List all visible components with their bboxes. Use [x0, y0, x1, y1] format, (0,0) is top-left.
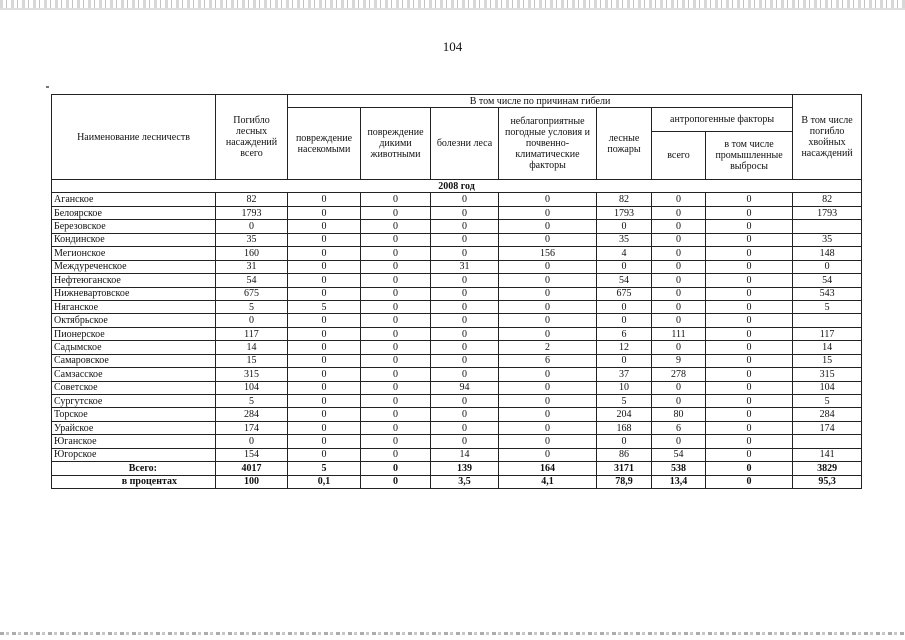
- table-cell: 0: [706, 368, 793, 381]
- header-total: Погибло лесных насаждений всего: [216, 95, 288, 180]
- table-row: [52, 408, 862, 421]
- table-cell: 0: [288, 206, 361, 219]
- table-cell: 0: [706, 421, 793, 434]
- table-cell: 0: [288, 368, 361, 381]
- table-row: [52, 381, 862, 394]
- table-cell: 6: [499, 354, 597, 367]
- table-cell: 168: [597, 421, 652, 434]
- table-cell: 9: [652, 354, 706, 367]
- scan-artifact-top: [0, 0, 905, 8]
- year-row: [52, 180, 862, 193]
- table-cell: 6: [652, 421, 706, 434]
- table-cell: 0: [499, 260, 597, 273]
- table-cell: 0: [288, 395, 361, 408]
- table-cell: 0: [499, 274, 597, 287]
- forestry-name: в процентах: [52, 475, 216, 488]
- table-row: [52, 220, 862, 233]
- table-cell: 0: [288, 193, 361, 206]
- table-cell: 0: [361, 300, 431, 313]
- table-cell: 0: [499, 193, 597, 206]
- forestry-name: Советское: [52, 381, 216, 394]
- table-cell: 0: [361, 287, 431, 300]
- table-cell: 675: [597, 287, 652, 300]
- table-cell: 0: [288, 435, 361, 448]
- table-cell: 14: [216, 341, 288, 354]
- table-cell: 0: [652, 314, 706, 327]
- table-cell: 0: [361, 368, 431, 381]
- table-cell: 13,4: [652, 475, 706, 488]
- table-cell: 278: [652, 368, 706, 381]
- table-cell: 0: [431, 220, 499, 233]
- table-cell: 0: [288, 274, 361, 287]
- header-insects: повреждение насекомыми: [288, 108, 361, 180]
- header-disease: болезни леса: [431, 108, 499, 180]
- scan-artifact-top-line: [0, 8, 905, 10]
- table-cell: 0: [652, 300, 706, 313]
- table-cell: 0: [597, 220, 652, 233]
- table-cell: 0: [706, 260, 793, 273]
- table-cell: 0: [431, 193, 499, 206]
- table-cell: 95,3: [793, 475, 862, 488]
- table-cell: 0: [652, 274, 706, 287]
- table-cell: 1793: [597, 206, 652, 219]
- forestry-name: Всего:: [52, 462, 216, 475]
- table-cell: 160: [216, 247, 288, 260]
- table-cell: 0: [652, 341, 706, 354]
- table-cell: 54: [216, 274, 288, 287]
- table-cell: 174: [793, 421, 862, 434]
- year-label: 2008 год: [52, 180, 862, 193]
- table-cell: 0: [288, 354, 361, 367]
- forest-loss-table: [51, 94, 862, 489]
- header-name: Наименование лесничеств: [52, 95, 216, 180]
- table-cell: 15: [793, 354, 862, 367]
- table-cell: 675: [216, 287, 288, 300]
- table-cell: 0: [499, 233, 597, 246]
- table-cell: 0: [361, 247, 431, 260]
- table-cell: 10: [597, 381, 652, 394]
- table-cell: 0: [706, 206, 793, 219]
- table-row: [52, 300, 862, 313]
- header-industrial: в том числе промышленные выбросы: [706, 132, 793, 180]
- table-cell: 4017: [216, 462, 288, 475]
- table-cell: 0: [361, 448, 431, 461]
- table-cell: 0: [361, 233, 431, 246]
- table-cell: 0: [431, 300, 499, 313]
- table-row: [52, 247, 862, 260]
- table-cell: 0: [288, 260, 361, 273]
- table-cell: 0: [706, 287, 793, 300]
- table-cell: 0: [499, 327, 597, 340]
- table-cell: 139: [431, 462, 499, 475]
- table-cell: 315: [216, 368, 288, 381]
- table-cell: 5: [288, 462, 361, 475]
- table-cell: 284: [793, 408, 862, 421]
- table-cell: 0: [706, 448, 793, 461]
- table-cell: 154: [216, 448, 288, 461]
- table-cell: 0,1: [288, 475, 361, 488]
- forestry-name: Аганское: [52, 193, 216, 206]
- table-cell: 0: [361, 260, 431, 273]
- table-cell: 0: [499, 408, 597, 421]
- table-cell: 3,5: [431, 475, 499, 488]
- table-cell: 0: [361, 274, 431, 287]
- table-cell: 82: [597, 193, 652, 206]
- page-number: 104: [442, 39, 463, 54]
- table-cell: 0: [361, 314, 431, 327]
- table-cell: [793, 435, 862, 448]
- table-cell: 0: [361, 462, 431, 475]
- table-cell: 0: [706, 327, 793, 340]
- table-cell: 104: [793, 381, 862, 394]
- table-cell: 0: [431, 368, 499, 381]
- table-cell: 0: [361, 327, 431, 340]
- table-cell: 35: [216, 233, 288, 246]
- forestry-name: Няганское: [52, 300, 216, 313]
- forestry-name: Кондинское: [52, 233, 216, 246]
- table-cell: 0: [499, 220, 597, 233]
- table-cell: 4,1: [499, 475, 597, 488]
- table-cell: 0: [597, 300, 652, 313]
- table-cell: 5: [216, 395, 288, 408]
- table-cell: 0: [431, 274, 499, 287]
- table-cell: 0: [597, 314, 652, 327]
- table-cell: 54: [793, 274, 862, 287]
- table-cell: 148: [793, 247, 862, 260]
- table-cell: 0: [597, 354, 652, 367]
- table-cell: 0: [706, 193, 793, 206]
- table-cell: 0: [361, 354, 431, 367]
- table-cell: 0: [216, 314, 288, 327]
- table-cell: 54: [597, 274, 652, 287]
- table-cell: 82: [793, 193, 862, 206]
- table-cell: 82: [216, 193, 288, 206]
- table-cell: 0: [431, 287, 499, 300]
- forestry-name: Сургутское: [52, 395, 216, 408]
- table-cell: 0: [361, 206, 431, 219]
- table-row: [52, 327, 862, 340]
- table-cell: 0: [431, 247, 499, 260]
- table-cell: 0: [361, 475, 431, 488]
- table-cell: 5: [793, 395, 862, 408]
- table-cell: 0: [288, 327, 361, 340]
- forestry-name: Белоярское: [52, 206, 216, 219]
- forestry-name: Междуреченское: [52, 260, 216, 273]
- table-cell: 164: [499, 462, 597, 475]
- percent-row: [52, 475, 862, 488]
- table-cell: 0: [288, 220, 361, 233]
- table-cell: 35: [793, 233, 862, 246]
- table-cell: 5: [597, 395, 652, 408]
- table-cell: 0: [361, 341, 431, 354]
- table-cell: 0: [706, 462, 793, 475]
- table-cell: 86: [597, 448, 652, 461]
- table-cell: 0: [499, 287, 597, 300]
- table-cell: 0: [706, 408, 793, 421]
- header-anthropogenic-group: антропогенные факторы: [652, 108, 793, 132]
- table-cell: 2: [499, 341, 597, 354]
- table-cell: 100: [216, 475, 288, 488]
- table-cell: 5: [793, 300, 862, 313]
- table-cell: 0: [288, 287, 361, 300]
- table-cell: 156: [499, 247, 597, 260]
- table-cell: 0: [431, 233, 499, 246]
- table-cell: 0: [793, 260, 862, 273]
- table-cell: 14: [793, 341, 862, 354]
- table-cell: 0: [652, 247, 706, 260]
- table-cell: 78,9: [597, 475, 652, 488]
- table-cell: 0: [706, 381, 793, 394]
- table-row: [52, 368, 862, 381]
- table-cell: 0: [597, 260, 652, 273]
- table-cell: 0: [499, 395, 597, 408]
- table-cell: 141: [793, 448, 862, 461]
- table-cell: 0: [652, 220, 706, 233]
- table-cell: 0: [431, 206, 499, 219]
- table-cell: 0: [288, 421, 361, 434]
- table-cell: 0: [652, 193, 706, 206]
- table-row: [52, 233, 862, 246]
- forestry-name: Нижневартовское: [52, 287, 216, 300]
- table-cell: 1793: [793, 206, 862, 219]
- table-cell: 0: [431, 354, 499, 367]
- table-cell: 0: [652, 260, 706, 273]
- header-anthropogenic-all: всего: [652, 132, 706, 180]
- header-causes-group: В том числе по причинам гибели: [288, 95, 793, 108]
- table-cell: 0: [216, 220, 288, 233]
- table-cell: 117: [216, 327, 288, 340]
- table-row: [52, 421, 862, 434]
- table-cell: 1793: [216, 206, 288, 219]
- table-cell: 94: [431, 381, 499, 394]
- table-cell: 0: [431, 327, 499, 340]
- table-cell: 37: [597, 368, 652, 381]
- table-cell: 0: [288, 381, 361, 394]
- table-cell: 111: [652, 327, 706, 340]
- table-cell: 0: [499, 435, 597, 448]
- table-cell: 0: [361, 421, 431, 434]
- table-cell: 0: [706, 435, 793, 448]
- table-cell: 0: [288, 341, 361, 354]
- table-cell: 0: [288, 233, 361, 246]
- table-cell: 0: [216, 435, 288, 448]
- header-coniferous: В том числе погибло хвойных насаждений: [793, 95, 862, 180]
- table-cell: 0: [652, 287, 706, 300]
- table-cell: 0: [652, 233, 706, 246]
- table-cell: 35: [597, 233, 652, 246]
- table-cell: 0: [361, 193, 431, 206]
- forestry-name: Самзасское: [52, 368, 216, 381]
- table-cell: 104: [216, 381, 288, 394]
- table-row: [52, 395, 862, 408]
- table-cell: 0: [706, 233, 793, 246]
- table-cell: 0: [706, 314, 793, 327]
- forestry-name: Урайское: [52, 421, 216, 434]
- table-row: [52, 448, 862, 461]
- table-cell: 0: [499, 206, 597, 219]
- table-row: [52, 287, 862, 300]
- table-cell: 0: [499, 448, 597, 461]
- table-row: [52, 193, 862, 206]
- table-cell: 0: [652, 381, 706, 394]
- forestry-name: Нефтеюганское: [52, 274, 216, 287]
- table-cell: 0: [652, 395, 706, 408]
- table-cell: 6: [597, 327, 652, 340]
- table-cell: [793, 220, 862, 233]
- table-cell: 0: [706, 475, 793, 488]
- table-cell: 0: [361, 395, 431, 408]
- table-cell: 0: [288, 314, 361, 327]
- table-cell: 0: [431, 435, 499, 448]
- total-row: [52, 462, 862, 475]
- table-cell: 0: [431, 341, 499, 354]
- table-cell: 0: [706, 300, 793, 313]
- table-cell: 0: [499, 368, 597, 381]
- scan-artifact-bottom: [0, 632, 905, 635]
- forestry-name: Октябрьское: [52, 314, 216, 327]
- table-cell: 0: [706, 354, 793, 367]
- table-cell: 4: [597, 247, 652, 260]
- header-animals: повреждение дикими животными: [361, 108, 431, 180]
- scan-speck: [46, 86, 49, 88]
- table-cell: 0: [706, 395, 793, 408]
- table-cell: 0: [499, 421, 597, 434]
- table-row: [52, 435, 862, 448]
- forestry-name: Пионерское: [52, 327, 216, 340]
- forestry-name: Самаровское: [52, 354, 216, 367]
- table-cell: 0: [652, 435, 706, 448]
- table-cell: 0: [499, 314, 597, 327]
- table-cell: 0: [361, 408, 431, 421]
- table-cell: 0: [361, 435, 431, 448]
- table-cell: [793, 314, 862, 327]
- table-cell: 0: [597, 435, 652, 448]
- table-cell: 54: [652, 448, 706, 461]
- forestry-name: Мегионское: [52, 247, 216, 260]
- header-fires: лесные пожары: [597, 108, 652, 180]
- table-row: [52, 341, 862, 354]
- table-row: [52, 314, 862, 327]
- table-cell: 0: [499, 381, 597, 394]
- table-cell: 80: [652, 408, 706, 421]
- table-cell: 117: [793, 327, 862, 340]
- table-cell: 204: [597, 408, 652, 421]
- forestry-name: Садымское: [52, 341, 216, 354]
- table-cell: 0: [288, 247, 361, 260]
- table-cell: 0: [288, 448, 361, 461]
- table-cell: 12: [597, 341, 652, 354]
- table-cell: 0: [431, 395, 499, 408]
- table-cell: 15: [216, 354, 288, 367]
- table-cell: 0: [288, 408, 361, 421]
- table-cell: 0: [361, 220, 431, 233]
- table-cell: 31: [216, 260, 288, 273]
- table-cell: 174: [216, 421, 288, 434]
- forestry-name: Торское: [52, 408, 216, 421]
- table-row: [52, 354, 862, 367]
- table-cell: 3829: [793, 462, 862, 475]
- table-cell: 0: [706, 247, 793, 260]
- table-cell: 0: [431, 421, 499, 434]
- table-cell: 0: [652, 206, 706, 219]
- table-cell: 284: [216, 408, 288, 421]
- table-cell: 0: [706, 341, 793, 354]
- table-cell: 0: [431, 314, 499, 327]
- table-cell: 14: [431, 448, 499, 461]
- forestry-name: Юганское: [52, 435, 216, 448]
- table-row: [52, 206, 862, 219]
- table-cell: 0: [499, 300, 597, 313]
- table-cell: 3171: [597, 462, 652, 475]
- table-cell: 538: [652, 462, 706, 475]
- header-weather: неблагоприятные погодные условия и почвенно-климатические факторы: [499, 108, 597, 180]
- table-cell: 543: [793, 287, 862, 300]
- table-cell: 0: [706, 220, 793, 233]
- table-cell: 0: [361, 381, 431, 394]
- table-cell: 0: [706, 274, 793, 287]
- table-cell: 0: [431, 408, 499, 421]
- table-row: [52, 274, 862, 287]
- table-cell: 315: [793, 368, 862, 381]
- table-cell: 31: [431, 260, 499, 273]
- table-row: [52, 260, 862, 273]
- forestry-name: Югорское: [52, 448, 216, 461]
- table-cell: 5: [288, 300, 361, 313]
- table-cell: 5: [216, 300, 288, 313]
- forestry-name: Березовское: [52, 220, 216, 233]
